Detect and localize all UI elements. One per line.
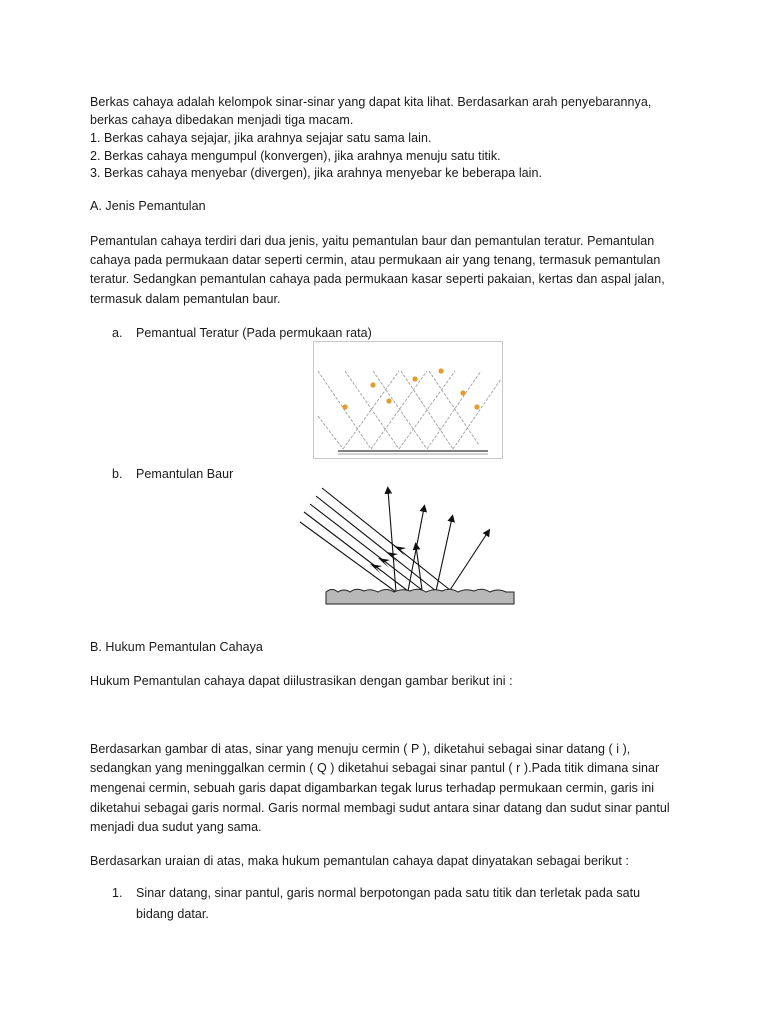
- section-b-paragraph-line-2: sedangkan yang meninggalkan cermin ( Q ) diketahui sebagai sinar pantul ( r ).Pada titik dimana sinar: [90, 761, 660, 775]
- figure-frame: [314, 342, 503, 459]
- section-b-intro: Hukum Pemantulan cahaya dapat diilustrasikan dengan gambar berikut ini :: [90, 674, 513, 688]
- incident-rays: [300, 488, 450, 592]
- reflected-ray: [450, 532, 488, 590]
- section-a-paragraph-line-1: Pemantulan cahaya terdiri dari dua jenis, yaitu pemantulan baur dan pemantulan teratur. Pemantulan: [90, 234, 655, 248]
- intro-line-1: Berkas cahaya adalah kelompok sinar-sinar yang dapat kita lihat. Berdasarkan arah penyebarannya,: [90, 95, 652, 109]
- arrowhead-marker: [342, 404, 347, 409]
- section-a-paragraph-line-2: cahaya pada permukaan datar seperti cermin, atau permukaan air yang tenang, termasuk pemantulan: [90, 253, 661, 267]
- arrowhead-marker: [474, 404, 479, 409]
- arrowhead-marker: [438, 368, 443, 373]
- diffuse-reflection-figure: [298, 484, 523, 609]
- item-a-label: Pemantual Teratur (Pada permukaan rata): [136, 326, 372, 340]
- item-b-marker: b.: [112, 467, 123, 481]
- item-a-marker: a.: [112, 326, 123, 340]
- section-a-heading: A. Jenis Pemantulan: [90, 199, 206, 213]
- arrowhead-marker: [412, 376, 417, 381]
- law-1-line-1: Sinar datang, sinar pantul, garis normal berpotongan pada satu titik dan terletak pada satu: [136, 886, 641, 900]
- section-b-summary: Berdasarkan uraian di atas, maka hukum pemantulan cahaya dapat dinyatakan sebagai berikut :: [90, 854, 629, 868]
- law-1-marker: 1.: [112, 886, 123, 900]
- regular-reflection-figure: [313, 341, 503, 459]
- reflected-ray: [436, 518, 452, 591]
- section-b-paragraph-line-1: Berdasarkan gambar di atas, sinar yang menuju cermin ( P ), diketahui sebagai sinar datang ( i ),: [90, 742, 631, 756]
- section-b-paragraph-line-5: menjadi dua sudut yang sama.: [90, 820, 262, 834]
- law-1-line-2: bidang datar.: [136, 907, 209, 921]
- intro-line-2: berkas cahaya dibedakan menjadi tiga macam.: [90, 113, 354, 127]
- item-b-label: Pemantulan Baur: [136, 467, 234, 481]
- arrowhead: [370, 564, 382, 574]
- intro-list-item-2: 2. Berkas cahaya mengumpul (konvergen), jika arahnya menuju satu titik.: [90, 149, 501, 163]
- section-b-paragraph-line-4: diketahui sebagai garis normal. Garis normal membagi sudut antara sinar datang dan sudut sinar pantul: [90, 801, 670, 815]
- reflected-rays: [388, 490, 488, 592]
- section-a-paragraph-line-3: teratur. Sedangkan pemantulan cahaya pada permukaan kasar seperti pakaian, kertas dan aspal jalan,: [90, 272, 665, 286]
- arrowhead-marker: [370, 382, 375, 387]
- arrowhead-marker: [460, 390, 465, 395]
- reflected-ray: [416, 546, 422, 590]
- section-a-paragraph-line-4: termasuk dalam pemantulan baur.: [90, 292, 281, 306]
- intro-list-item-1: 1. Berkas cahaya sejajar, jika arahnya sejajar satu sama lain.: [90, 131, 432, 145]
- section-b-paragraph-line-3: mengenai cermin, sebuah garis dapat digambarkan tegak lurus terhadap permukaan cermin, garis ini: [90, 781, 655, 795]
- rough-surface: [326, 589, 514, 604]
- section-b-heading: B. Hukum Pemantulan Cahaya: [90, 640, 263, 654]
- incident-ray: [310, 504, 422, 590]
- intro-list-item-3: 3. Berkas cahaya menyebar (divergen), jika arahnya menyebar ke beberapa lain.: [90, 166, 543, 180]
- arrowhead-marker: [386, 398, 391, 403]
